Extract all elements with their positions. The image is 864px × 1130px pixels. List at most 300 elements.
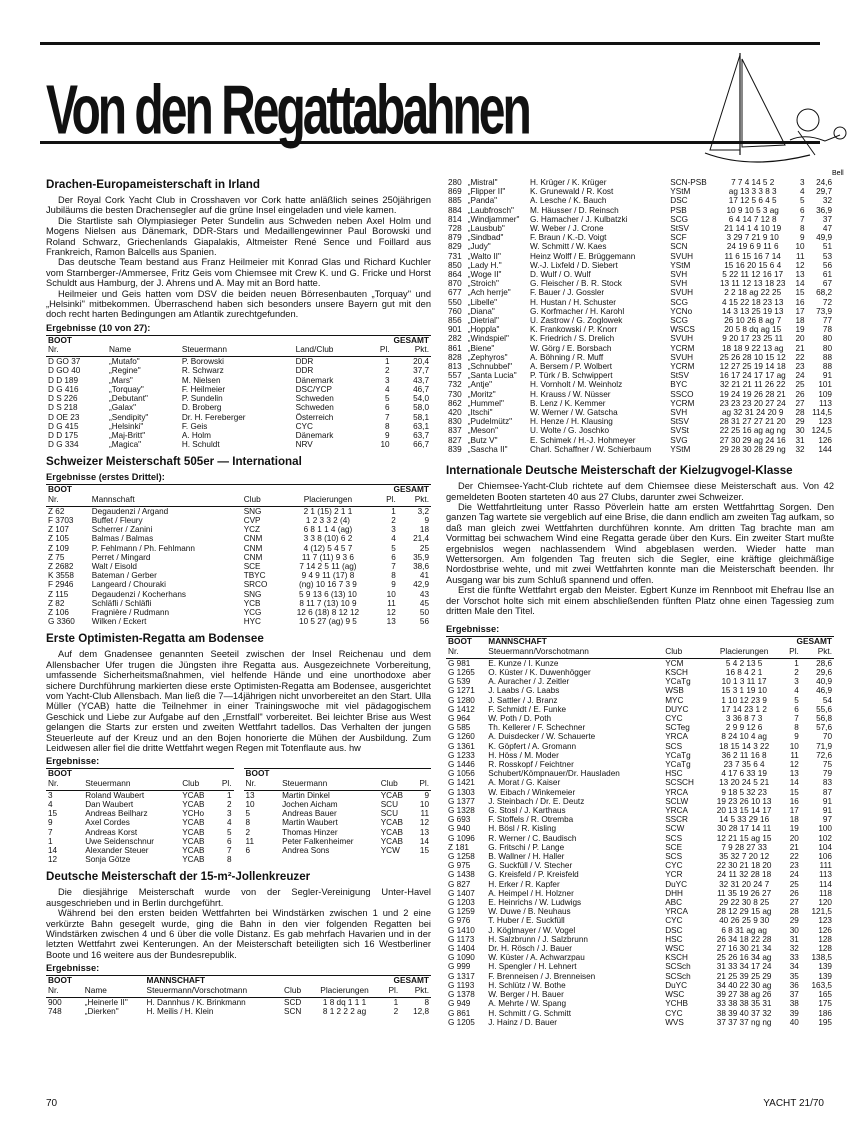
table-cell: 2 1 (15) 2 1 1	[303, 506, 353, 516]
table-cell: 557	[448, 371, 462, 381]
table-cell: 3	[391, 525, 396, 535]
table-row	[46, 608, 431, 617]
table-cell: D G 334	[48, 440, 79, 450]
table-cell: 7	[799, 214, 805, 224]
table-row	[244, 800, 432, 809]
table-cell: Walt / Eisold	[91, 561, 137, 571]
table-cell: 163,5	[811, 980, 832, 990]
table-cell: 54	[822, 695, 832, 705]
table-cell: 3	[48, 790, 53, 800]
table-cell: SCG	[670, 214, 689, 224]
table-cell: W. Werner / W. Gatscha	[529, 408, 618, 418]
table-cell: DSC	[670, 196, 688, 206]
table-cell: W. Schmitt / W. Kaes	[529, 242, 607, 252]
table-row	[446, 288, 834, 297]
table-cell: 35 32 7 20 12	[719, 852, 770, 862]
table-cell: 46,9	[816, 686, 832, 696]
table-cell: DDR	[295, 366, 314, 376]
table-row	[446, 224, 834, 233]
table-cell: 68,2	[816, 288, 832, 298]
table-cell: 31 33 34 17 24	[716, 962, 772, 972]
table-cell: 45	[419, 598, 429, 608]
table-cell: 28	[795, 408, 805, 418]
table-cell: „Flipper II"	[467, 187, 506, 197]
table-cell: SCE	[243, 561, 261, 571]
table-row	[446, 778, 834, 787]
table-cell: Dänemark	[295, 430, 334, 440]
table-cell: „Heinerle II"	[84, 997, 128, 1007]
table-row	[446, 843, 834, 852]
drachen-title: Drachen-Europameisterschaft in Irland	[46, 178, 260, 191]
table-row	[446, 742, 834, 751]
table-cell: 11	[420, 809, 429, 819]
table-cell: 88	[822, 362, 832, 372]
table-cell: Schweden	[295, 403, 334, 413]
table-cell: 12	[795, 260, 805, 270]
table-cell: F. Brenneisen / J. Brenneisen	[488, 971, 596, 981]
jollen-section	[46, 870, 431, 1016]
table-cell: YRCA	[665, 907, 688, 917]
table-cell: 13	[419, 827, 429, 837]
table-cell: Dänemark	[295, 375, 334, 385]
table-cell: 22 25 16 ag ag ng	[719, 426, 786, 436]
table-cell: F. Schmidt / E. Funke	[488, 704, 567, 714]
jollen-results-table-continued	[446, 178, 834, 454]
table-cell: E. Heinrichs / W. Ludwigs	[488, 898, 582, 908]
table-row	[446, 889, 834, 898]
table-cell: 7 14 2 5 11 (ag)	[299, 561, 357, 571]
table-cell: 186	[818, 1008, 832, 1018]
table-row	[446, 426, 834, 435]
table-cell: D GO 37	[48, 357, 81, 367]
table-cell: G 1056	[448, 769, 475, 779]
table-cell: KSCH	[665, 667, 688, 677]
col-header: Pl.	[419, 777, 429, 788]
table-cell: 856	[448, 316, 462, 326]
table-cell: H. Hustan / H. Schuster	[529, 297, 616, 307]
table-cell: Uwe Seidenschnur	[85, 836, 154, 846]
table-cell: 91	[822, 806, 832, 816]
table-cell: 1	[48, 836, 53, 846]
table-cell: 12 27 25 19 14 18	[719, 362, 786, 372]
table-cell: 4	[799, 187, 805, 197]
table-cell: 40 26 25 9 30	[719, 916, 770, 926]
table-cell: 10	[789, 741, 799, 751]
table-cell: Bateman / Gerber	[91, 571, 157, 581]
table-cell: G. Kreisfeld / P. Kreisfeld	[488, 870, 579, 880]
table-cell: 13 11 12 13 18 23	[719, 279, 786, 289]
kielzug-section	[446, 464, 834, 1027]
table-row	[446, 187, 834, 196]
table-cell: SNG	[243, 589, 262, 599]
table-cell: DUYC	[665, 704, 689, 714]
table-cell: D S 218	[48, 403, 78, 413]
table-cell: 5 22 11 12 16 17	[722, 270, 784, 280]
table-cell: 884	[448, 205, 462, 215]
table-cell: 15 16 20 15 6 4	[724, 260, 782, 270]
table-cell: W.-J. Lixfeld / D. Siebert	[529, 260, 618, 270]
table-cell: 8 11 7 (13) 10 9	[299, 598, 357, 608]
table-cell: R. Schwarz	[181, 366, 224, 376]
table-cell: 3 29 7 21 9 10	[726, 233, 779, 243]
table-row	[446, 686, 834, 695]
table-row	[46, 534, 431, 543]
drachen-section	[46, 178, 431, 449]
table-cell: D D 189	[48, 375, 79, 385]
table-cell: 25 26 28 10 15 12	[719, 352, 786, 362]
table-row	[446, 344, 834, 353]
table-cell: 31	[789, 934, 799, 944]
col-header: Pl.	[221, 777, 232, 788]
table-cell: 9	[799, 233, 805, 243]
header-banner	[40, 42, 844, 177]
table-cell: 16 8 4 2 1	[725, 667, 763, 677]
table-cell: 124,5	[811, 426, 832, 436]
drachen-results-label: Ergebnisse (10 von 27):	[46, 322, 151, 333]
table-cell: 730	[448, 389, 462, 399]
table-row	[446, 334, 834, 343]
col-header: GESAMT	[393, 334, 429, 345]
table-row	[446, 242, 834, 251]
table-cell: 550	[448, 297, 462, 307]
table-cell: G 1410	[448, 925, 475, 935]
table-cell: SCN	[670, 242, 688, 252]
schweizer-results-table	[46, 484, 431, 626]
table-cell: „Galax"	[109, 403, 137, 413]
table-cell: F 2946	[48, 580, 74, 590]
table-cell: 71,9	[816, 741, 832, 751]
table-cell: CYC	[665, 916, 683, 926]
table-cell: E. Kunze / I. Kunze	[488, 658, 559, 668]
table-cell: 8	[245, 818, 251, 828]
table-cell: 22 30 21 18 20	[716, 861, 772, 871]
table-cell: 12	[419, 818, 429, 828]
table-row	[446, 677, 834, 686]
table-cell: Z 106	[48, 607, 69, 617]
table-cell: SCN	[284, 1006, 302, 1016]
table-cell: WSCS	[670, 325, 695, 335]
table-cell: 37	[822, 214, 832, 224]
table-row	[46, 422, 431, 431]
table-cell: 2 2 18 ag 22 25	[724, 288, 782, 298]
schweizer-section	[46, 455, 431, 626]
col-header: Nr.	[48, 984, 59, 995]
table-row	[46, 809, 234, 818]
table-cell: 11	[790, 750, 799, 760]
table-cell: Dr. H. Fereberger	[181, 412, 246, 422]
table-cell: YCZ	[243, 525, 261, 535]
table-cell: 7 7 4 14 5 2	[731, 178, 775, 187]
table-cell: G 1271	[448, 686, 475, 696]
table-cell: 8 24 10 4 ag	[721, 732, 767, 742]
table-cell: 830	[448, 417, 462, 427]
table-cell: 49,9	[816, 233, 832, 243]
table-cell: SRCO	[243, 580, 268, 590]
table-cell: 1	[794, 658, 799, 668]
table-cell: Axel Cordes	[85, 818, 130, 828]
table-cell: D D 175	[48, 430, 79, 440]
table-cell: 2	[794, 667, 799, 677]
table-cell: Degaudenzi / Argand	[91, 506, 169, 516]
table-cell: Z 115	[48, 589, 69, 599]
jollen-paragraph: Die diesjährige Meisterschaft wurde von der Segler-Vereinigung Unter-Havel ausgeschrieben und in Berlin durchgeführt.	[46, 887, 431, 908]
table-cell: 10 5 27 (ag) 9 5	[299, 617, 357, 627]
table-cell: Martin Waubert	[282, 818, 338, 828]
jollen-paragraph: Während bei den ersten beiden Wettfahrten bei Windstärken zwischen 1 und 2 eine verkürzte Bahn gesegelt wurde, ging die Bahn in den vier folgenden Regatten bei Windstärken zwischen 4 und 6 über die volle Distanz. Es gab mehrfach Havarien und in der letzten Wettfahrt zwei Kenterungen. An der Meisterschaft beteiligten sich 16 Westberliner Boote und 16 weitere aus der Bundesrepublik.	[46, 908, 431, 960]
table-cell: Martin Dinkel	[282, 790, 330, 800]
table-cell: W. Duwe / B. Neuhaus	[488, 907, 571, 917]
table-cell: 827	[448, 435, 462, 445]
table-cell: HSC	[665, 934, 683, 944]
table-row	[46, 818, 234, 827]
table-cell: SCS	[665, 741, 683, 751]
table-cell: 55,6	[816, 704, 832, 714]
table-cell: 175	[818, 999, 832, 1009]
table-cell: 91	[822, 371, 832, 381]
table-row	[46, 385, 431, 394]
table-cell: SCSch	[665, 962, 691, 972]
right-column	[446, 178, 834, 1033]
table-cell: Dan Waubert	[85, 800, 134, 810]
table-cell: 12 21 15 ag 15	[716, 833, 772, 843]
kielzug-results-table	[446, 636, 834, 1027]
table-cell: 16 17 24 17 17 ag	[719, 371, 786, 381]
table-cell: SCG	[670, 316, 689, 326]
table-cell: Langeard / Chouraki	[91, 580, 166, 590]
table-cell: PSB	[670, 205, 687, 215]
schweizer-title: Schweizer Meisterschaft 505er — International	[46, 455, 302, 469]
table-cell: DHH	[665, 888, 683, 898]
table-cell: 51	[822, 242, 832, 252]
table-cell: G 999	[448, 962, 471, 972]
table-cell: 17 12 5 6 4 5	[728, 196, 777, 206]
table-cell: YStM	[670, 260, 691, 270]
table-cell: 1 8 dq 1 1 1	[322, 997, 367, 1007]
drachen-paragraph: Heilmeier und Geis hatten vom DSV die beiden neuen Börresenbauten „Torquay" und „Helsinki" mitbekommen. Überraschend haben sich besonders unsere Bayern gut mit den doch recht harten Bedingungen am Atlantik zurechtgefunden.	[46, 288, 431, 320]
table-cell: G 976	[448, 916, 471, 926]
table-cell: G 1446	[448, 760, 475, 770]
table-cell: 16	[789, 796, 799, 806]
table-row	[446, 1009, 834, 1018]
table-row	[446, 705, 834, 714]
table-cell: 22	[789, 852, 799, 862]
table-cell: „Sendipity"	[109, 412, 149, 422]
table-cell: 20,4	[413, 357, 429, 367]
table-cell: 10 9 10 5 3 ag	[726, 205, 779, 215]
table-cell: 15 3 1 19 10	[721, 686, 767, 696]
table-cell: 16	[795, 297, 805, 307]
table-cell: 27	[789, 898, 799, 908]
col-header: Pl.	[789, 645, 799, 656]
table-cell: 80	[822, 343, 832, 353]
table-row	[446, 316, 834, 325]
table-cell: 8	[385, 421, 390, 431]
table-cell: 11	[387, 598, 396, 608]
drachen-paragraph: Der Royal Cork Yacht Club in Crosshaven vor Cork hatte anläßlich seines 250jährigen Jubiläums die besten Drachensegler auf die grüne Insel eingeladen und viele kamen.	[46, 195, 431, 216]
table-cell: 23 23 23 20 27 24	[719, 398, 786, 408]
table-cell: 6 8 1 1 4 (ag)	[303, 525, 353, 535]
table-cell: CYC	[295, 421, 313, 431]
table-row	[446, 732, 834, 741]
table-cell: 3	[385, 375, 390, 385]
table-cell: „Panda"	[467, 196, 498, 206]
table-cell: 12,8	[413, 1006, 429, 1016]
table-cell: 4	[391, 534, 396, 544]
table-row	[446, 714, 834, 723]
table-cell: 30 28 17 14 11	[717, 824, 772, 834]
table-cell: 23	[789, 861, 799, 871]
table-cell: G 1404	[448, 944, 475, 954]
table-cell: 8	[424, 997, 429, 1007]
table-cell: 26	[789, 888, 799, 898]
table-cell: Andreas Korst	[85, 827, 138, 837]
table-row	[46, 590, 431, 599]
table-cell: H. Dannhus / K. Brinkmann	[146, 997, 246, 1007]
col-header: MANNSCHAFT	[146, 975, 206, 986]
table-cell: (ng) 10 16 7 3 9	[299, 580, 357, 590]
table-cell: 14 3 13 25 19 13	[721, 306, 784, 316]
table-cell: 40,9	[816, 677, 832, 687]
table-cell: „Magica"	[109, 440, 142, 450]
col-header: GESAMT	[393, 975, 429, 986]
table-cell: 4 17 6 33 19	[721, 769, 767, 779]
table-cell: Th. Kellerer / F. Schechner	[488, 723, 586, 733]
table-cell: 13	[795, 270, 805, 280]
table-cell: 4	[794, 686, 799, 696]
table-row	[446, 261, 834, 270]
table-cell: 36 2 11 16 8	[721, 750, 767, 760]
table-row	[46, 403, 431, 412]
table-cell: K. Friedrich / S. Drelich	[529, 334, 615, 344]
table-cell: G 1407	[448, 888, 475, 898]
optimisten-title: Erste Optimisten-Regatta am Bodensee	[46, 632, 264, 646]
table-cell: WSC	[665, 944, 685, 954]
table-cell: MYC	[665, 695, 684, 705]
table-cell: 37,7	[413, 366, 429, 376]
table-cell: A. Morat / G. Kaiser	[488, 778, 561, 788]
col-header: Club	[182, 777, 200, 788]
table-cell: Andreas Beilharz	[85, 809, 148, 819]
table-cell: H. Erker / R. Kapfer	[488, 879, 560, 889]
table-cell: Wilken / Eckert	[91, 617, 147, 627]
table-cell: D S 226	[48, 394, 78, 404]
table-cell: 7	[226, 846, 232, 856]
table-cell: YCHB	[665, 999, 688, 1009]
table-cell: 29 28 30 28 29 ng	[719, 444, 786, 454]
table-cell: G. Hamacher / J. Kulbatzki	[529, 214, 628, 224]
table-cell: 36	[789, 980, 799, 990]
table-row	[446, 307, 834, 316]
table-cell: YCAB	[182, 827, 205, 837]
table-row	[446, 788, 834, 797]
table-cell: 748	[48, 1006, 62, 1016]
table-cell: YCAB	[182, 846, 205, 856]
table-row	[446, 999, 834, 1008]
page-number: 70	[46, 1098, 58, 1109]
table-cell: 3,2	[417, 506, 429, 516]
col-header: Steuermann	[181, 344, 228, 355]
table-row	[446, 408, 834, 417]
table-cell: 58,0	[413, 403, 429, 413]
table-row	[46, 837, 234, 846]
table-cell: 5	[226, 827, 232, 837]
table-cell: P. Türk / B. Schwippert	[529, 371, 613, 381]
table-cell: 47	[822, 224, 832, 234]
table-cell: G 975	[448, 861, 471, 871]
table-cell: 879	[448, 233, 462, 243]
table-cell: D. Broberg	[181, 403, 222, 413]
kielzug-results-label: Ergebnisse:	[446, 624, 500, 635]
table-cell: H. Bösl / R. Kisling	[488, 824, 557, 834]
table-cell: 5	[391, 543, 396, 553]
table-row	[46, 617, 431, 626]
table-cell: HYC	[243, 617, 261, 627]
table-row	[446, 436, 834, 445]
col-header: Pkt.	[414, 493, 429, 504]
table-cell: YCaTg	[665, 760, 691, 770]
table-row	[446, 658, 834, 668]
page-title: Von den Regattabahnen	[46, 72, 529, 150]
table-cell: F. Stoffels / R. Otremba	[488, 815, 574, 825]
table-cell: 26 34 18 22 28	[716, 934, 772, 944]
table-row	[46, 580, 431, 589]
table-cell: 87	[822, 787, 832, 797]
table-cell: SCF	[670, 233, 687, 243]
table-cell: 2 9 9 12 6	[725, 723, 763, 733]
table-cell: SVH	[670, 270, 688, 280]
table-cell: StSV	[670, 417, 689, 427]
table-row	[244, 828, 432, 837]
table-cell: A. Duisdecker / W. Schauerte	[488, 732, 596, 742]
table-row	[46, 828, 234, 837]
table-cell: 1 2 3 3 2 (4)	[305, 515, 351, 525]
table-cell: J. Hainz / D. Bauer	[488, 1017, 557, 1027]
schweizer-results-label: Ergebnisse (erstes Drittel):	[46, 472, 165, 483]
table-cell: Charl. Schaffner / W. Schierbaum	[529, 444, 652, 454]
table-cell: YRCA	[665, 732, 688, 742]
table-cell: 4 (12) 5 4 5 7	[303, 543, 353, 553]
table-row	[446, 797, 834, 806]
table-cell: 25	[795, 380, 805, 390]
table-row	[446, 279, 834, 288]
table-cell: 23	[795, 362, 805, 372]
table-cell: 18	[419, 525, 429, 535]
table-cell: W. Weber / J. Crone	[529, 224, 604, 234]
table-cell: SVG	[670, 435, 688, 445]
table-cell: SCLW	[665, 796, 689, 806]
table-cell: 61	[822, 270, 832, 280]
table-cell: 32 21 21 11 26 22	[719, 380, 786, 390]
table-cell: G. Korfmacher / H. Karohl	[529, 306, 625, 316]
table-cell: 29,7	[816, 187, 832, 197]
table-cell: 77	[822, 316, 832, 326]
table-cell: SVSt	[670, 426, 689, 436]
table-cell: 280	[448, 178, 462, 187]
table-cell: 7 9 28 27 33	[721, 842, 767, 852]
table-cell: 30	[789, 925, 799, 935]
table-row	[446, 390, 834, 399]
table-cell: 88	[822, 352, 832, 362]
table-cell: Alexander Steuer	[85, 846, 149, 856]
col-header: Nr.	[448, 645, 459, 656]
table-cell: 6 8 31 ag ag	[721, 925, 767, 935]
table-cell: YCaTg	[665, 750, 691, 760]
table-cell: Z 109	[48, 543, 69, 553]
table-cell: H. Spengler / H. Lehnert	[488, 962, 577, 972]
table-cell: WVS	[665, 1017, 684, 1027]
table-cell: 78	[822, 325, 832, 335]
col-header: BOOT	[48, 334, 72, 345]
